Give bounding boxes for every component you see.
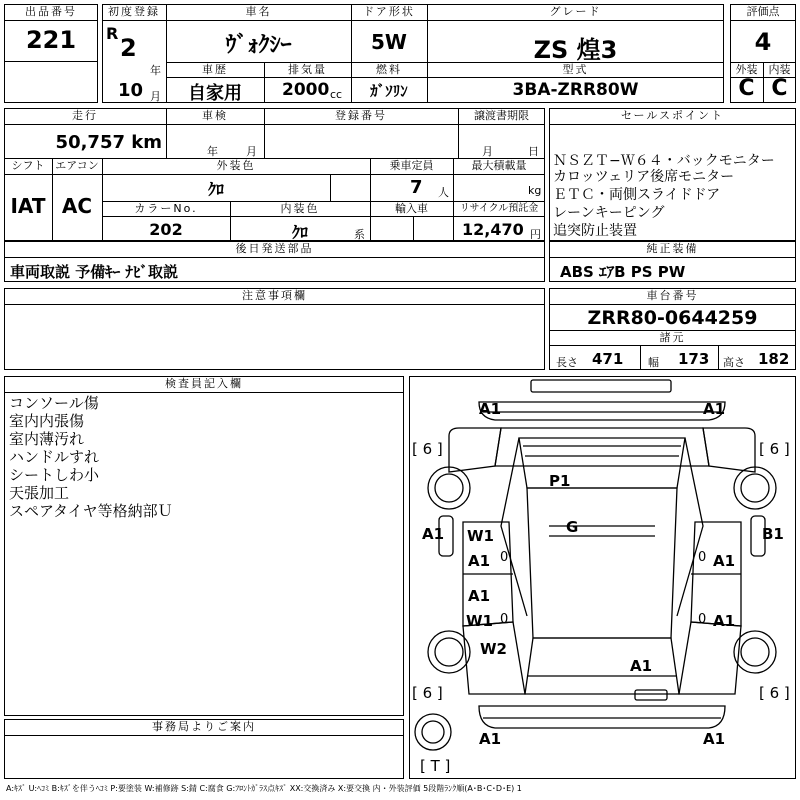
divider [549, 257, 796, 258]
damage-left-front-door: A1 [468, 552, 491, 570]
width: 173 [678, 350, 710, 368]
damage-right-front-door: A1 [713, 552, 736, 570]
door-type: 5W [371, 30, 407, 54]
divider [4, 392, 404, 393]
regno-label: 登録番号 [335, 109, 387, 122]
car-diagram [409, 376, 796, 779]
handle-marker: 0 [500, 550, 509, 565]
legend: A:ｷｽﾞ U:ﾍｺﾐ B:ｷｽﾞを伴うﾍｺﾐ P:要塗装 W:補修跡 S:錆 C:腐食 G:ﾌﾛﾝﾄｶﾞﾗｽ点ｷｽﾞ XX:交換済み X:要交換 内・外装評価 5段階ﾗﾝｸ順(A･B･C･D･E) 1 [6, 784, 522, 793]
seats-label: 乗車定員 [389, 159, 434, 172]
import-label: 輸入車 [395, 202, 428, 215]
damage-roof: P1 [549, 472, 571, 490]
inspector-line: ハンドルすれ [9, 448, 100, 466]
lot-blank [4, 61, 98, 103]
score-label: 評価点 [746, 5, 780, 18]
tire-rear-right: [ 6 ] [759, 684, 790, 702]
dims-label: 諸元 [659, 331, 686, 344]
tire-rear-left: [ 6 ] [412, 684, 443, 702]
damage-left-rear-door: W1 [466, 612, 493, 630]
divider [4, 20, 98, 21]
transfer-label: 譲渡書期限 [474, 109, 529, 122]
inspector-line: 室内薄汚れ [9, 430, 85, 448]
divider [640, 345, 641, 370]
mileage-label: 走行 [72, 109, 98, 122]
score: 4 [754, 28, 772, 56]
sales-line: ＥＴＣ・両側スライドドア [553, 187, 721, 203]
handle-marker: 0 [698, 612, 707, 627]
spare-tire-label: [ T ] [420, 757, 451, 775]
recycle-unit: 円 [530, 228, 541, 241]
damage-rear-glass: A1 [630, 657, 653, 675]
damage-left-rear-door: A1 [468, 587, 491, 605]
divider [549, 304, 796, 305]
ext-grade: C [738, 76, 755, 101]
damage-front-left: A1 [479, 400, 502, 418]
divider [718, 345, 719, 370]
model: 3BA-ZRR80W [512, 80, 639, 100]
inspector-line: 天張加工 [9, 484, 70, 502]
ac-label: エアコン [55, 159, 99, 172]
handle-marker: 0 [698, 550, 707, 565]
divider [4, 735, 404, 736]
reg-month: 10 [118, 80, 144, 101]
history-label: 車歴 [202, 63, 228, 76]
int-grade: C [771, 76, 788, 101]
inspector-line: シートしわ小 [9, 466, 100, 484]
seats-unit: 人 [438, 186, 449, 199]
inspection-month: 月 [246, 145, 257, 158]
int-label: 内装 [768, 63, 791, 76]
length: 471 [592, 350, 624, 368]
inspection-label: 車検 [202, 109, 228, 122]
height: 182 [758, 350, 790, 368]
divider [4, 304, 545, 305]
divider [330, 174, 331, 201]
inspector-notes [9, 394, 173, 520]
divider [730, 20, 796, 21]
seats: 7 [410, 177, 423, 198]
grade-label: グレード [549, 5, 602, 18]
mileage: 50,757 km [55, 132, 162, 153]
vehicle-name: ｳﾞｫｸｼｰ [225, 33, 292, 58]
displacement: 2000 [282, 80, 330, 100]
equipment-label: 純正装備 [646, 242, 699, 255]
lot-number: 221 [25, 26, 77, 54]
damage-rear-right: A1 [703, 730, 726, 748]
displacement-unit: cc [330, 88, 343, 101]
reg-year: 2 [120, 34, 137, 62]
model-label: 型式 [562, 63, 589, 76]
office-label: 事務局よりご案内 [152, 720, 256, 733]
inspector-line: スペアタイヤ等格納部Ｕ [9, 502, 173, 520]
load-label: 最大積載量 [471, 159, 527, 172]
handle-marker: 0 [500, 612, 509, 627]
sales-line: カロッツェリア後席モニター [553, 169, 735, 185]
later-parts-label: 後日発送部品 [235, 242, 314, 255]
divider [413, 216, 414, 241]
year-unit: 年 [150, 64, 161, 77]
color-label: 外装色 [216, 159, 256, 172]
notes-label: 注意事項欄 [242, 289, 307, 302]
sales-line: ＮＳＺＴ−Ｗ６４・バックモニター [553, 153, 775, 169]
damage-right-rear-door: A1 [713, 612, 736, 630]
intcolor-label: 内装色 [280, 202, 320, 215]
month-unit: 月 [150, 90, 161, 103]
intcolor: ｸﾛ [291, 223, 308, 242]
height-label: 高さ [723, 356, 745, 369]
fuel: ｶﾞｿﾘﾝ [370, 82, 408, 100]
colorno-label: カラーNo. [134, 202, 198, 215]
tire-front-left: [ 6 ] [412, 440, 443, 458]
load-unit: kg [528, 184, 542, 197]
damage-front-right: A1 [703, 400, 726, 418]
damage-left-front-door: W1 [467, 527, 494, 545]
damage-left-quarter: W2 [480, 640, 507, 658]
damage-rear-left: A1 [479, 730, 502, 748]
reg-label: 初度登録 [108, 5, 160, 18]
length-label: 長さ [556, 356, 578, 369]
tire-front-right: [ 6 ] [759, 440, 790, 458]
era: R [106, 24, 119, 43]
fuel-label: 燃料 [376, 63, 402, 76]
divider [549, 345, 796, 346]
recycle: 12,470 [462, 220, 524, 239]
name-label: 車名 [245, 5, 272, 18]
history: 自家用 [188, 83, 242, 104]
equipment: ABS ｴｱB PS PW [560, 263, 686, 281]
damage-left-fender: A1 [422, 525, 445, 543]
inspector-line: コンソール傷 [9, 394, 99, 412]
divider [102, 216, 545, 217]
sales-label: セールスポイント [620, 109, 724, 122]
damage-windshield: G [566, 518, 579, 536]
color: ｸﾛ [207, 180, 224, 199]
width-label: 幅 [648, 356, 659, 369]
transfer-day: 日 [528, 145, 539, 158]
chassis-number: ZRR80-0644259 [587, 307, 758, 329]
grade: ZS 煌3 [533, 36, 618, 64]
displacement-label: 排気量 [288, 63, 327, 76]
ac: AC [61, 194, 93, 218]
divider [4, 124, 545, 125]
inspector-label: 検査員記入欄 [165, 377, 243, 390]
shift: IAT [10, 194, 46, 218]
inspector-line: 室内内張傷 [9, 412, 85, 430]
colorno: 202 [149, 220, 183, 239]
ext-label: 外装 [735, 63, 758, 76]
shift-label: シフト [11, 159, 45, 172]
divider [549, 124, 796, 125]
inspection-year: 年 [207, 145, 218, 158]
recycle-label: リサイクル預託金 [459, 203, 539, 214]
divider [4, 257, 545, 258]
later-parts: 車両取説 予備ｷｰ ﾅﾋﾞ取説 [10, 263, 178, 281]
transfer-month: 月 [482, 145, 493, 158]
intcolor-unit: 系 [354, 228, 365, 241]
damage-right-fender: B1 [762, 525, 784, 543]
door-label: ドア形状 [363, 5, 415, 18]
divider [102, 20, 724, 21]
divider [166, 77, 724, 78]
divider [4, 174, 545, 175]
lot-label: 出品番号 [25, 5, 77, 18]
chassis-label: 車台番号 [646, 289, 699, 302]
sales-line: レーンキーピング [553, 205, 665, 221]
sales-line: 追突防止装置 [553, 223, 637, 239]
